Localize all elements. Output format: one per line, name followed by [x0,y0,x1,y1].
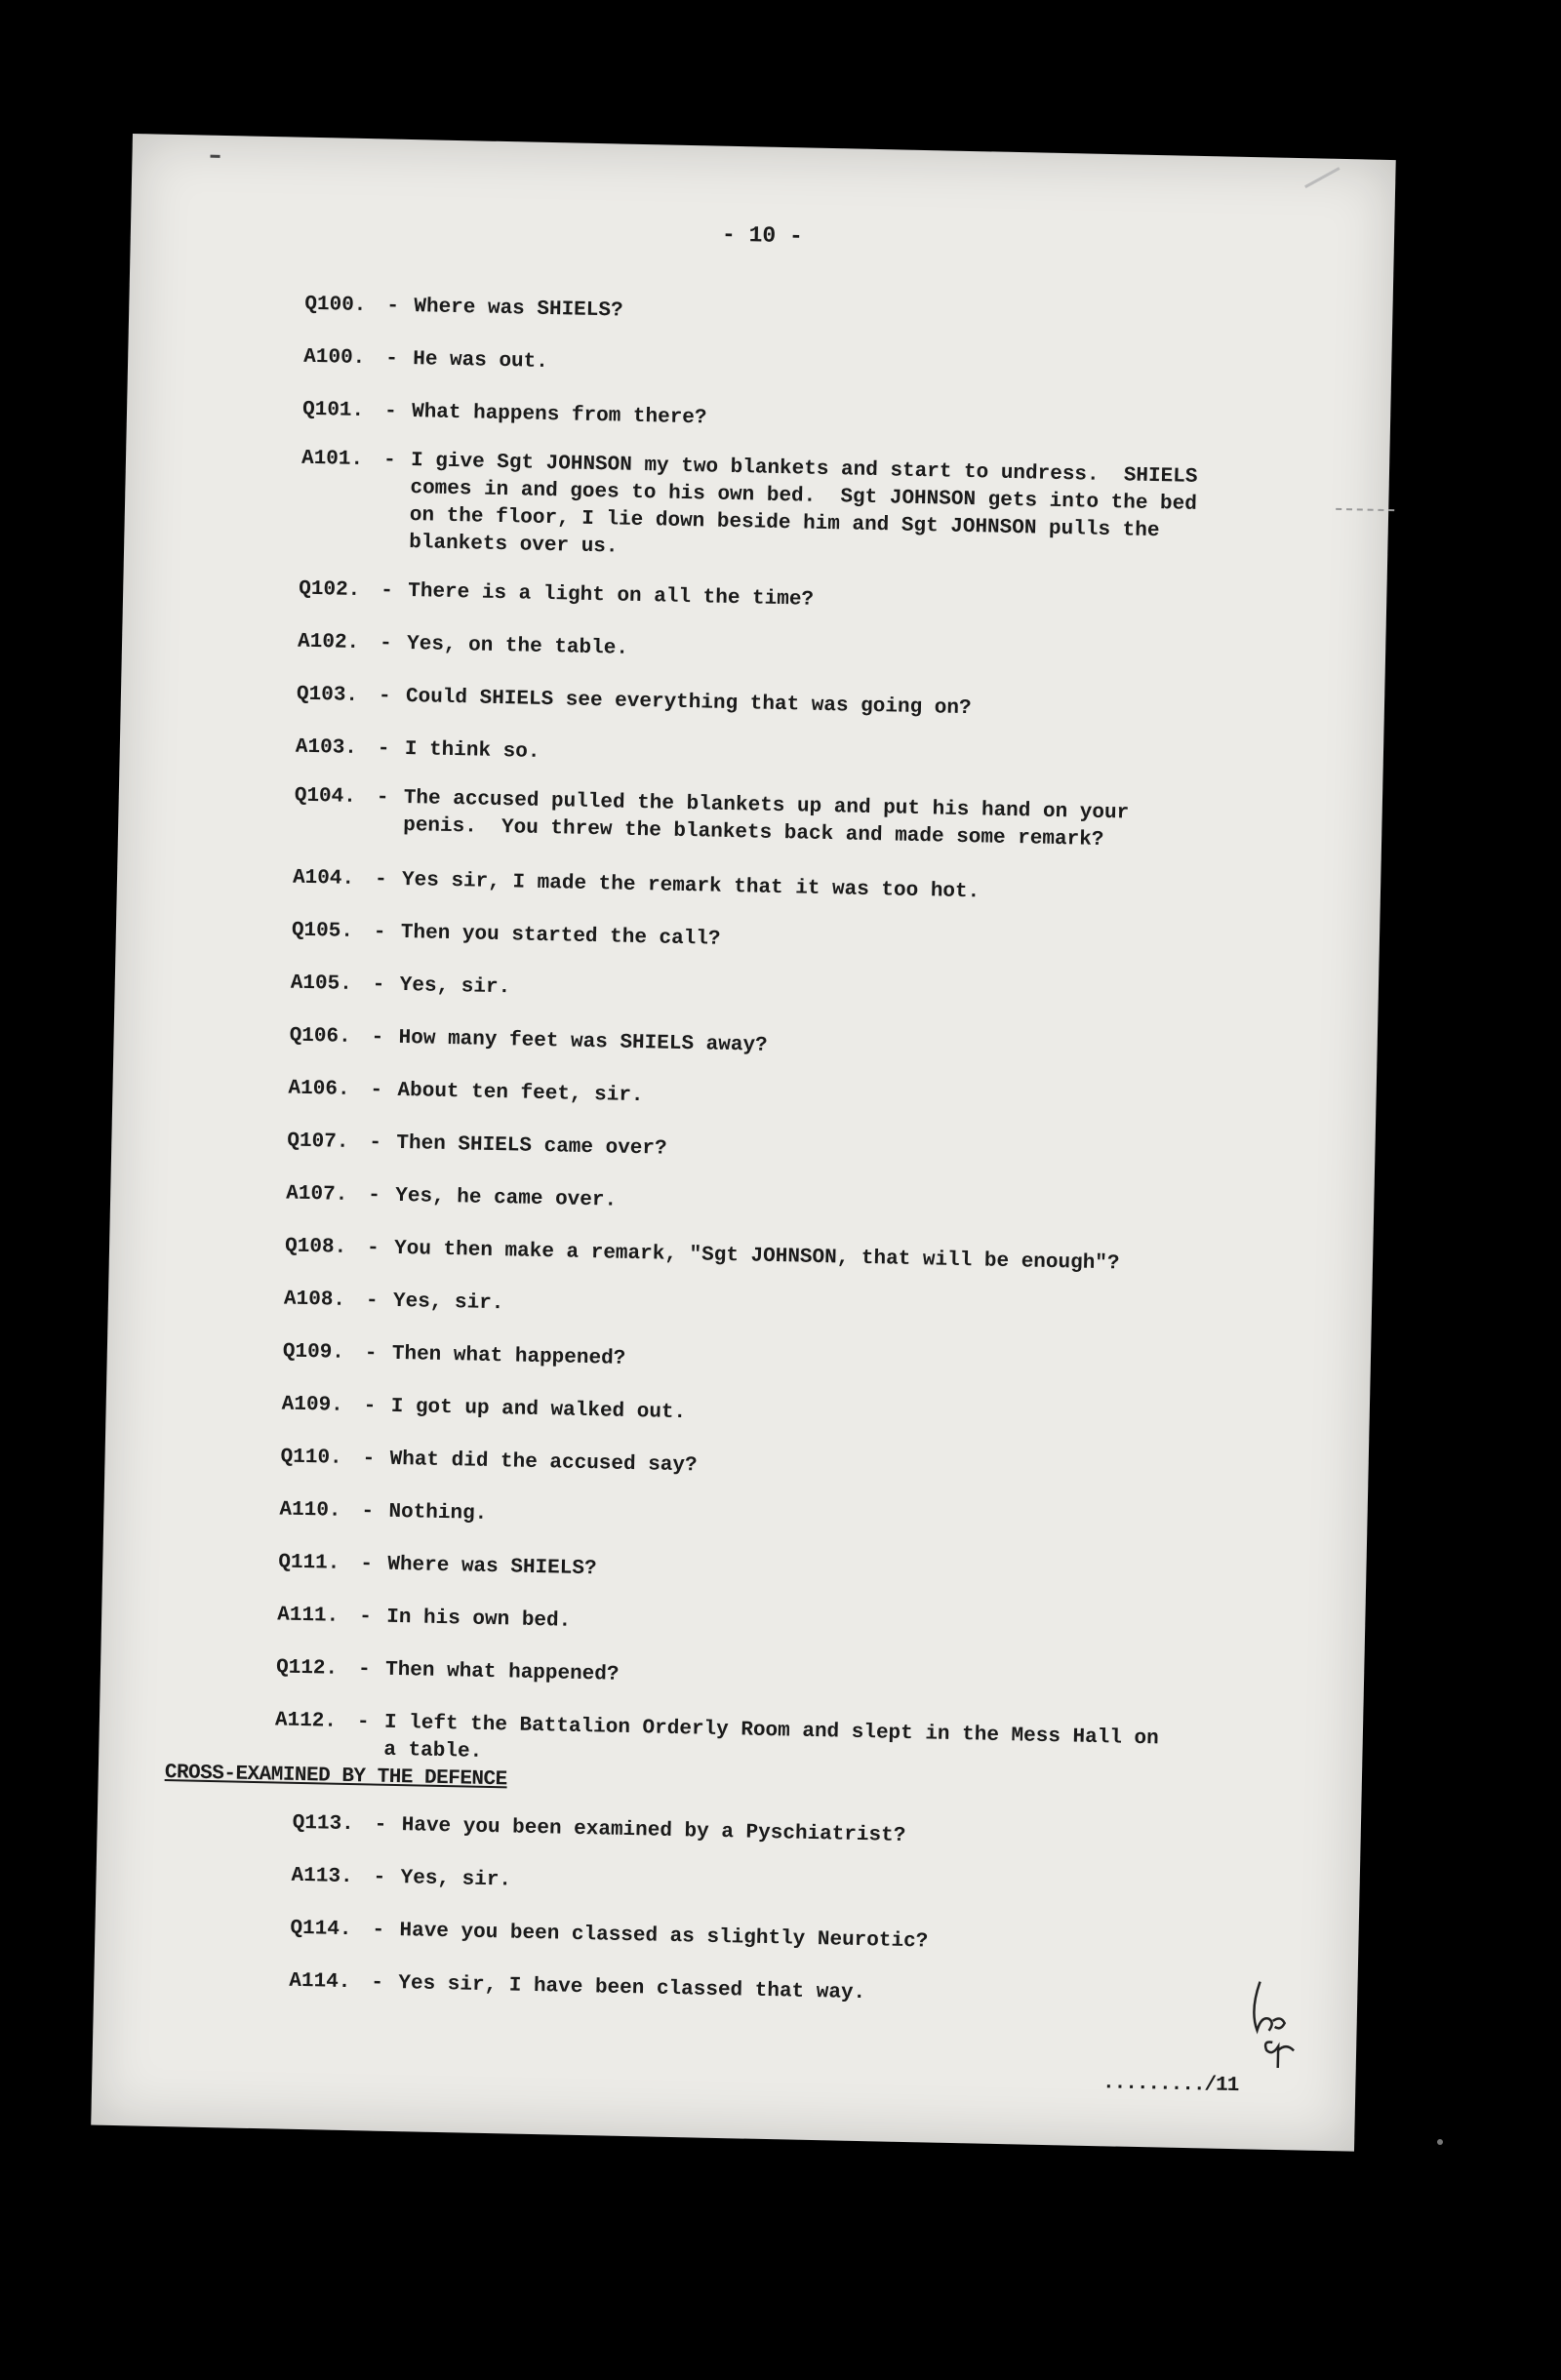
entry-text: Then SHIELS came over? [396,1131,667,1161]
entry-text: He was out. [412,348,549,374]
section-heading: CROSS-EXAMINED BY THE DEFENCE [164,1762,507,1792]
answer-row [288,1076,1263,1124]
entry-code: A105. [290,972,353,996]
document-page [91,134,1395,2152]
handwritten-initials [1239,1971,1309,2070]
question-row [287,1129,1262,1176]
entry-dash: - [374,868,387,892]
entry-text: Yes, on the table. [406,633,629,660]
transcript-entries [133,134,1396,1764]
entry-dash: - [377,737,390,761]
entry-dash: - [379,632,392,655]
question-row [292,1810,1267,1858]
entry-text: Yes, he came over. [395,1184,618,1212]
entry-code: Q113. [292,1811,354,1837]
answer-row [291,1863,1266,1911]
entry-dash: - [365,1289,379,1313]
question-row [297,682,1272,730]
entry-code: A112. [274,1709,338,1733]
entry-text: Yes, sir. [392,1289,504,1316]
entry-text: How many feet was SHIELS away? [398,1026,768,1057]
entry-dash: - [368,1184,381,1208]
entry-text: What happens from there? [411,401,707,430]
entry-dash: - [372,973,385,997]
answer-row [298,629,1273,677]
entry-code: Q112. [275,1656,339,1681]
entry-code: A111. [276,1604,340,1628]
entry-dash: - [378,685,391,708]
entry-code: Q104. [294,784,357,809]
entry-dash: - [369,1131,382,1155]
answer-row [279,1496,1255,1544]
entry-code: Q102. [299,577,361,602]
entry-code: A102. [297,630,360,654]
entry-text: I got up and walked out. [390,1395,687,1425]
question-row [299,576,1274,624]
question-row [283,1338,1259,1386]
entry-code: Q105. [291,919,354,943]
entry-text: The accused pulled the blankets up and put his hand on your penis. You threw the blankets back and made some remark? [402,786,1130,853]
question-row [285,1234,1261,1282]
entry-dash: - [373,1866,386,1889]
answer-row [296,734,1271,782]
ink-mark [211,155,220,158]
entry-text: There is a light on all the time? [407,580,815,612]
entry-dash: - [372,1919,385,1942]
entry-dash: - [358,1606,373,1629]
entry-code: Q114. [290,1917,352,1942]
entry-code: A100. [302,345,366,371]
entry-code: A110. [279,1498,341,1523]
entry-text: Then what happened? [384,1658,620,1686]
entry-dash: - [357,1658,371,1682]
entry-code: Q110. [280,1446,342,1470]
entry-dash: - [371,1971,384,1995]
entry-text: Have you been examined by a Pyschiatrist? [401,1814,906,1847]
answer-row [289,1968,1264,2016]
entry-code: Q100. [304,293,367,318]
entry-text: I think so. [404,737,540,764]
continuation-footer: ........./11 [1101,2072,1239,2098]
entry-dash: - [373,921,386,944]
entry-code: A109. [281,1393,343,1417]
entry-text: I give Sgt JOHNSON my two blankets and start to undress. SHIELS comes in and goes to his own bed. Sgt JOHNSON gets into the bed on the floor, I lie down beside him and Sgt JOHNSON pulls the blankets over us. [409,450,1198,559]
entry-text: Have you been classed as slightly Neurotic? [399,1920,929,1954]
entry-dash: - [363,1395,377,1418]
entry-code: Q107. [287,1130,349,1154]
entry-code: A106. [288,1077,350,1101]
entry-dash: - [356,1711,370,1734]
question-row [289,1023,1264,1071]
entry-code: Q101. [301,398,365,423]
entry-code: Q103. [296,683,359,707]
entry-dash: - [362,1448,376,1471]
answer-row [290,971,1265,1018]
entry-text: Nothing. [388,1500,488,1526]
entry-dash: - [374,1813,387,1837]
entry-text: Yes sir, I have been classed that way. [398,1972,866,2005]
entry-code: Q108. [284,1235,347,1259]
entry-code: Q106. [289,1024,351,1049]
entry-text: Where was SHIELS? [414,296,623,323]
entry-code: A104. [292,866,355,891]
entry-code: A108. [283,1288,346,1312]
entry-text: Yes, sir. [400,1867,512,1892]
question-row [280,1444,1256,1491]
entry-text: In his own bed. [385,1606,572,1633]
entry-text: Yes sir, I made the remark that it was too hot. [401,868,981,904]
entry-text: Yes, sir. [399,973,511,1000]
pencil-tick-mark [1304,167,1340,188]
entry-text: Then what happened? [391,1342,626,1370]
entry-code: A103. [295,735,358,760]
entry-dash: - [384,347,399,371]
entry-dash: - [386,295,400,318]
question-row [290,1916,1265,1964]
entry-text: Then you started the call? [400,921,721,951]
entry-dash: - [371,1026,384,1050]
answer-row [293,865,1268,913]
question-row [302,397,1278,445]
question-row [294,783,1270,858]
entry-dash: - [382,449,396,472]
answer-row [277,1602,1253,1649]
entry-text: What did the accused say? [389,1448,698,1478]
entry-code: A107. [286,1182,348,1207]
answer-row [303,344,1279,392]
entry-dash: - [376,786,389,810]
question-row [276,1654,1252,1702]
entry-code: A113. [291,1864,353,1889]
answer-row [286,1181,1261,1229]
entry-code: Q109. [282,1340,345,1365]
entry-dash: - [380,579,394,603]
entry-text: About ten feet, sir. [397,1079,644,1108]
margin-dash-mark [1336,508,1394,513]
entry-text: I left the Battalion Orderly Room and slept in the Mess Hall on a table. [383,1711,1159,1764]
answer-row [300,446,1277,575]
entry-dash: - [383,400,397,423]
page-number: - 10 - [721,221,804,250]
entry-dash: - [366,1237,380,1260]
entry-dash: - [370,1079,383,1102]
edge-mark [1437,2139,1443,2145]
entry-text: Where was SHIELS? [387,1553,597,1581]
question-row [304,292,1280,339]
question-row [278,1549,1254,1597]
answer-row [284,1287,1260,1334]
entry-code: Q111. [278,1551,340,1575]
entry-dash: - [360,1553,374,1576]
entry-dash: - [364,1342,378,1366]
answer-row [281,1391,1257,1439]
question-row [292,918,1267,966]
entry-dash: - [361,1500,375,1524]
entry-code: A114. [289,1969,351,1995]
entry-text: Could SHIELS see everything that was going on? [405,685,972,721]
entry-code: A101. [300,447,364,472]
entry-text: You then make a remark, "Sgt JOHNSON, that will be enough"? [393,1237,1120,1276]
